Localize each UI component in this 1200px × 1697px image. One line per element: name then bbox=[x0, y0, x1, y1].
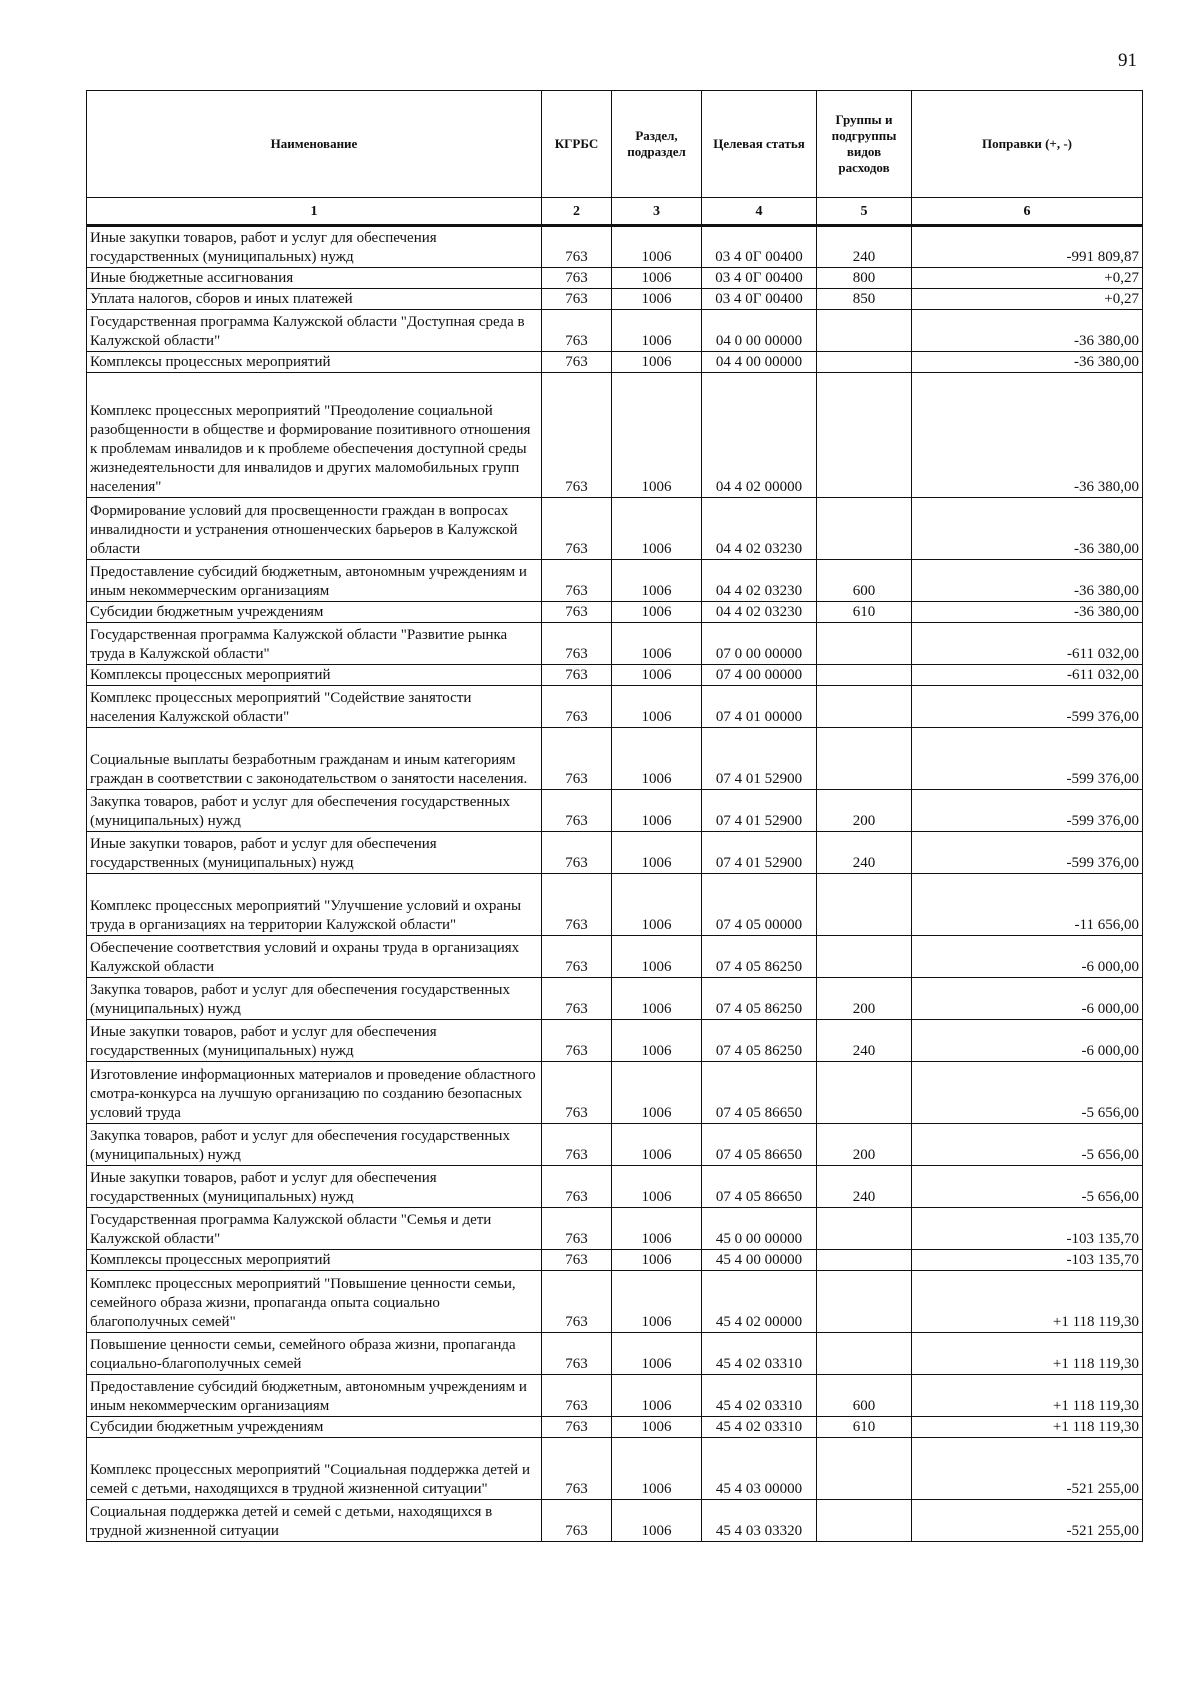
row-kgrbs: 763 bbox=[542, 1020, 612, 1062]
table-row bbox=[87, 978, 1143, 1020]
row-kgrbs: 763 bbox=[542, 623, 612, 665]
budget-amendments-table bbox=[86, 90, 1143, 1542]
table-row bbox=[87, 602, 1143, 623]
column-number: 5 bbox=[817, 198, 912, 226]
row-amount: +1 118 119,30 bbox=[912, 1417, 1143, 1438]
row-target-article: 03 4 0Г 00400 bbox=[702, 226, 817, 268]
row-razdel: 1006 bbox=[612, 310, 702, 352]
row-kgrbs: 763 bbox=[542, 560, 612, 602]
row-target-article: 07 4 01 52900 bbox=[702, 832, 817, 874]
row-expense-group bbox=[817, 1333, 912, 1375]
row-amount: -599 376,00 bbox=[912, 832, 1143, 874]
table-row bbox=[87, 1166, 1143, 1208]
table-header-row bbox=[87, 91, 1143, 198]
table-row bbox=[87, 310, 1143, 352]
row-name: Закупка товаров, работ и услуг для обеспечения государственных (муниципальных) нужд bbox=[87, 790, 542, 832]
column-number: 3 bbox=[612, 198, 702, 226]
table-row bbox=[87, 1020, 1143, 1062]
row-razdel: 1006 bbox=[612, 832, 702, 874]
row-target-article: 03 4 0Г 00400 bbox=[702, 289, 817, 310]
row-kgrbs: 763 bbox=[542, 1208, 612, 1250]
row-razdel: 1006 bbox=[612, 226, 702, 268]
row-name: Социальные выплаты безработным гражданам и иным категориям граждан в соответствии с законодательством о занятости населения. bbox=[87, 728, 542, 790]
row-expense-group: 200 bbox=[817, 1124, 912, 1166]
row-amount: -599 376,00 bbox=[912, 728, 1143, 790]
row-kgrbs: 763 bbox=[542, 686, 612, 728]
row-target-article: 04 4 02 00000 bbox=[702, 373, 817, 498]
row-kgrbs: 763 bbox=[542, 665, 612, 686]
row-expense-group: 240 bbox=[817, 226, 912, 268]
row-razdel: 1006 bbox=[612, 936, 702, 978]
row-amount: -521 255,00 bbox=[912, 1500, 1143, 1542]
row-target-article: 07 4 05 86650 bbox=[702, 1062, 817, 1124]
table-body bbox=[87, 226, 1143, 1542]
row-kgrbs: 763 bbox=[542, 1062, 612, 1124]
row-amount: +1 118 119,30 bbox=[912, 1375, 1143, 1417]
row-razdel: 1006 bbox=[612, 268, 702, 289]
row-amount: -36 380,00 bbox=[912, 352, 1143, 373]
row-kgrbs: 763 bbox=[542, 602, 612, 623]
row-razdel: 1006 bbox=[612, 1250, 702, 1271]
row-name: Иные закупки товаров, работ и услуг для обеспечения государственных (муниципальных) нужд bbox=[87, 1166, 542, 1208]
column-numbers-row bbox=[87, 198, 1143, 226]
row-razdel: 1006 bbox=[612, 1062, 702, 1124]
row-name: Обеспечение соответствия условий и охраны труда в организациях Калужской области bbox=[87, 936, 542, 978]
table-row bbox=[87, 1333, 1143, 1375]
table-row bbox=[87, 1062, 1143, 1124]
table-row bbox=[87, 728, 1143, 790]
row-name: Комплекс процессных мероприятий "Содействие занятости населения Калужской области" bbox=[87, 686, 542, 728]
row-expense-group: 610 bbox=[817, 602, 912, 623]
row-expense-group bbox=[817, 1500, 912, 1542]
row-expense-group bbox=[817, 623, 912, 665]
row-amount: -6 000,00 bbox=[912, 978, 1143, 1020]
table-row bbox=[87, 1208, 1143, 1250]
row-kgrbs: 763 bbox=[542, 268, 612, 289]
row-name: Социальная поддержка детей и семей с детьми, находящихся в трудной жизненной ситуации bbox=[87, 1500, 542, 1542]
row-target-article: 04 4 02 03230 bbox=[702, 602, 817, 623]
row-name: Комплекс процессных мероприятий "Повышение ценности семьи, семейного образа жизни, пропаганда опыта социально благополучных семей" bbox=[87, 1271, 542, 1333]
row-razdel: 1006 bbox=[612, 373, 702, 498]
row-amount: -521 255,00 bbox=[912, 1438, 1143, 1500]
table-row bbox=[87, 623, 1143, 665]
table-row bbox=[87, 352, 1143, 373]
row-amount: -36 380,00 bbox=[912, 310, 1143, 352]
row-expense-group: 800 bbox=[817, 268, 912, 289]
row-kgrbs: 763 bbox=[542, 1124, 612, 1166]
row-razdel: 1006 bbox=[612, 623, 702, 665]
row-expense-group bbox=[817, 665, 912, 686]
header-groups: Группы и подгруппы видов расходов bbox=[817, 91, 912, 198]
row-target-article: 07 4 05 00000 bbox=[702, 874, 817, 936]
row-target-article: 04 4 00 00000 bbox=[702, 352, 817, 373]
row-name: Закупка товаров, работ и услуг для обеспечения государственных (муниципальных) нужд bbox=[87, 1124, 542, 1166]
row-expense-group bbox=[817, 728, 912, 790]
row-razdel: 1006 bbox=[612, 1271, 702, 1333]
row-amount: -36 380,00 bbox=[912, 560, 1143, 602]
row-name: Иные бюджетные ассигнования bbox=[87, 268, 542, 289]
row-kgrbs: 763 bbox=[542, 1333, 612, 1375]
row-expense-group bbox=[817, 1438, 912, 1500]
row-razdel: 1006 bbox=[612, 1500, 702, 1542]
row-kgrbs: 763 bbox=[542, 289, 612, 310]
row-razdel: 1006 bbox=[612, 498, 702, 560]
row-amount: -11 656,00 bbox=[912, 874, 1143, 936]
row-name: Предоставление субсидий бюджетным, автономным учреждениям и иным некоммерческим организациям bbox=[87, 560, 542, 602]
row-razdel: 1006 bbox=[612, 790, 702, 832]
row-amount: -5 656,00 bbox=[912, 1166, 1143, 1208]
table-row bbox=[87, 874, 1143, 936]
row-name: Иные закупки товаров, работ и услуг для обеспечения государственных (муниципальных) нужд bbox=[87, 226, 542, 268]
row-target-article: 07 4 01 52900 bbox=[702, 728, 817, 790]
row-razdel: 1006 bbox=[612, 1417, 702, 1438]
row-amount: -599 376,00 bbox=[912, 790, 1143, 832]
row-target-article: 04 0 00 00000 bbox=[702, 310, 817, 352]
row-razdel: 1006 bbox=[612, 1020, 702, 1062]
row-amount: -36 380,00 bbox=[912, 602, 1143, 623]
row-expense-group bbox=[817, 1062, 912, 1124]
row-name: Комплексы процессных мероприятий bbox=[87, 1250, 542, 1271]
row-expense-group bbox=[817, 352, 912, 373]
row-razdel: 1006 bbox=[612, 874, 702, 936]
row-kgrbs: 763 bbox=[542, 1166, 612, 1208]
row-kgrbs: 763 bbox=[542, 1417, 612, 1438]
header-name: Наименование bbox=[87, 91, 542, 198]
row-razdel: 1006 bbox=[612, 665, 702, 686]
row-name: Иные закупки товаров, работ и услуг для обеспечения государственных (муниципальных) нужд bbox=[87, 832, 542, 874]
row-amount: -36 380,00 bbox=[912, 373, 1143, 498]
table-row bbox=[87, 1250, 1143, 1271]
row-name: Иные закупки товаров, работ и услуг для обеспечения государственных (муниципальных) нужд bbox=[87, 1020, 542, 1062]
row-expense-group bbox=[817, 498, 912, 560]
row-amount: +1 118 119,30 bbox=[912, 1271, 1143, 1333]
row-kgrbs: 763 bbox=[542, 1438, 612, 1500]
table-row bbox=[87, 1500, 1143, 1542]
row-target-article: 45 4 02 03310 bbox=[702, 1375, 817, 1417]
row-target-article: 07 0 00 00000 bbox=[702, 623, 817, 665]
row-target-article: 07 4 05 86250 bbox=[702, 1020, 817, 1062]
row-name: Закупка товаров, работ и услуг для обеспечения государственных (муниципальных) нужд bbox=[87, 978, 542, 1020]
header-razdel: Раздел, подраздел bbox=[612, 91, 702, 198]
row-amount: -6 000,00 bbox=[912, 936, 1143, 978]
row-kgrbs: 763 bbox=[542, 978, 612, 1020]
row-expense-group bbox=[817, 1250, 912, 1271]
table-row bbox=[87, 1271, 1143, 1333]
row-target-article: 07 4 05 86250 bbox=[702, 978, 817, 1020]
row-razdel: 1006 bbox=[612, 1208, 702, 1250]
row-target-article: 07 4 00 00000 bbox=[702, 665, 817, 686]
table-row bbox=[87, 686, 1143, 728]
table-row bbox=[87, 1417, 1143, 1438]
row-name: Предоставление субсидий бюджетным, автономным учреждениям и иным некоммерческим организациям bbox=[87, 1375, 542, 1417]
row-expense-group bbox=[817, 373, 912, 498]
row-expense-group bbox=[817, 686, 912, 728]
row-name: Государственная программа Калужской области "Развитие рынка труда в Калужской области" bbox=[87, 623, 542, 665]
table-row bbox=[87, 936, 1143, 978]
row-razdel: 1006 bbox=[612, 1333, 702, 1375]
row-expense-group bbox=[817, 936, 912, 978]
row-kgrbs: 763 bbox=[542, 226, 612, 268]
row-name: Формирование условий для просвещенности граждан в вопросах инвалидности и устранения отношенческих барьеров в Калужской области bbox=[87, 498, 542, 560]
row-name: Комплекс процессных мероприятий "Социальная поддержка детей и семей с детьми, находящихся в трудной жизненной ситуации" bbox=[87, 1438, 542, 1500]
table-row bbox=[87, 1375, 1143, 1417]
row-kgrbs: 763 bbox=[542, 1250, 612, 1271]
row-target-article: 45 4 02 00000 bbox=[702, 1271, 817, 1333]
column-number: 2 bbox=[542, 198, 612, 226]
row-razdel: 1006 bbox=[612, 289, 702, 310]
row-kgrbs: 763 bbox=[542, 874, 612, 936]
row-amount: +0,27 bbox=[912, 289, 1143, 310]
row-expense-group: 600 bbox=[817, 560, 912, 602]
row-expense-group: 240 bbox=[817, 1020, 912, 1062]
row-amount: -6 000,00 bbox=[912, 1020, 1143, 1062]
row-target-article: 45 4 00 00000 bbox=[702, 1250, 817, 1271]
row-target-article: 07 4 05 86250 bbox=[702, 936, 817, 978]
row-target-article: 07 4 05 86650 bbox=[702, 1166, 817, 1208]
row-expense-group: 610 bbox=[817, 1417, 912, 1438]
row-name: Субсидии бюджетным учреждениям bbox=[87, 602, 542, 623]
row-razdel: 1006 bbox=[612, 1375, 702, 1417]
row-name: Субсидии бюджетным учреждениям bbox=[87, 1417, 542, 1438]
row-amount: -5 656,00 bbox=[912, 1124, 1143, 1166]
row-kgrbs: 763 bbox=[542, 1271, 612, 1333]
row-kgrbs: 763 bbox=[542, 790, 612, 832]
row-expense-group: 600 bbox=[817, 1375, 912, 1417]
row-kgrbs: 763 bbox=[542, 310, 612, 352]
row-razdel: 1006 bbox=[612, 560, 702, 602]
column-number: 4 bbox=[702, 198, 817, 226]
row-kgrbs: 763 bbox=[542, 498, 612, 560]
row-target-article: 45 4 02 03310 bbox=[702, 1417, 817, 1438]
header-amount: Поправки (+, -) bbox=[912, 91, 1143, 198]
row-expense-group: 850 bbox=[817, 289, 912, 310]
row-kgrbs: 763 bbox=[542, 728, 612, 790]
row-razdel: 1006 bbox=[612, 1124, 702, 1166]
row-target-article: 07 4 05 86650 bbox=[702, 1124, 817, 1166]
row-amount: -991 809,87 bbox=[912, 226, 1143, 268]
row-target-article: 03 4 0Г 00400 bbox=[702, 268, 817, 289]
table-row bbox=[87, 226, 1143, 268]
table-row bbox=[87, 832, 1143, 874]
row-razdel: 1006 bbox=[612, 728, 702, 790]
row-target-article: 45 4 02 03310 bbox=[702, 1333, 817, 1375]
row-target-article: 07 4 01 00000 bbox=[702, 686, 817, 728]
row-target-article: 45 0 00 00000 bbox=[702, 1208, 817, 1250]
row-name: Комплексы процессных мероприятий bbox=[87, 352, 542, 373]
row-name: Государственная программа Калужской области "Доступная среда в Калужской области" bbox=[87, 310, 542, 352]
row-expense-group: 240 bbox=[817, 1166, 912, 1208]
row-amount: +1 118 119,30 bbox=[912, 1333, 1143, 1375]
row-amount: -103 135,70 bbox=[912, 1250, 1143, 1271]
row-name: Повышение ценности семьи, семейного образа жизни, пропаганда социально-благополучных семей bbox=[87, 1333, 542, 1375]
row-kgrbs: 763 bbox=[542, 373, 612, 498]
row-kgrbs: 763 bbox=[542, 1500, 612, 1542]
header-kgrbs: КГРБС bbox=[542, 91, 612, 198]
row-amount: -5 656,00 bbox=[912, 1062, 1143, 1124]
row-name: Уплата налогов, сборов и иных платежей bbox=[87, 289, 542, 310]
table-row bbox=[87, 790, 1143, 832]
row-kgrbs: 763 bbox=[542, 1375, 612, 1417]
row-name: Комплекс процессных мероприятий "Преодоление социальной разобщенности в обществе и формирование позитивного отношения к проблемам инвалидов и к проблеме обеспечения доступной среды жизнедеятельности для инвалидов и других маломобильных групп населения" bbox=[87, 373, 542, 498]
row-kgrbs: 763 bbox=[542, 352, 612, 373]
row-razdel: 1006 bbox=[612, 978, 702, 1020]
row-razdel: 1006 bbox=[612, 1166, 702, 1208]
row-target-article: 04 4 02 03230 bbox=[702, 560, 817, 602]
row-amount: -36 380,00 bbox=[912, 498, 1143, 560]
page-number: 91 bbox=[1118, 50, 1137, 71]
row-amount: -599 376,00 bbox=[912, 686, 1143, 728]
row-target-article: 45 4 03 03320 bbox=[702, 1500, 817, 1542]
table-row bbox=[87, 1438, 1143, 1500]
row-razdel: 1006 bbox=[612, 1438, 702, 1500]
table-row bbox=[87, 289, 1143, 310]
row-expense-group bbox=[817, 1208, 912, 1250]
table-row bbox=[87, 560, 1143, 602]
table-row bbox=[87, 373, 1143, 498]
row-name: Изготовление информационных материалов и проведение областного смотра-конкурса на лучшую организацию по созданию безопасных условий труда bbox=[87, 1062, 542, 1124]
table-row bbox=[87, 1124, 1143, 1166]
row-expense-group bbox=[817, 874, 912, 936]
row-expense-group: 240 bbox=[817, 832, 912, 874]
row-amount: +0,27 bbox=[912, 268, 1143, 289]
row-name: Комплекс процессных мероприятий "Улучшение условий и охраны труда в организациях на территории Калужской области" bbox=[87, 874, 542, 936]
row-kgrbs: 763 bbox=[542, 936, 612, 978]
column-number: 6 bbox=[912, 198, 1143, 226]
row-name: Комплексы процессных мероприятий bbox=[87, 665, 542, 686]
column-number: 1 bbox=[87, 198, 542, 226]
row-kgrbs: 763 bbox=[542, 832, 612, 874]
table-row bbox=[87, 268, 1143, 289]
row-amount: -611 032,00 bbox=[912, 623, 1143, 665]
row-expense-group bbox=[817, 1271, 912, 1333]
row-target-article: 04 4 02 03230 bbox=[702, 498, 817, 560]
row-target-article: 45 4 03 00000 bbox=[702, 1438, 817, 1500]
row-amount: -103 135,70 bbox=[912, 1208, 1143, 1250]
row-razdel: 1006 bbox=[612, 352, 702, 373]
row-razdel: 1006 bbox=[612, 602, 702, 623]
table-row bbox=[87, 665, 1143, 686]
row-expense-group bbox=[817, 310, 912, 352]
row-target-article: 07 4 01 52900 bbox=[702, 790, 817, 832]
row-expense-group: 200 bbox=[817, 790, 912, 832]
row-razdel: 1006 bbox=[612, 686, 702, 728]
row-name: Государственная программа Калужской области "Семья и дети Калужской области" bbox=[87, 1208, 542, 1250]
table-row bbox=[87, 498, 1143, 560]
row-amount: -611 032,00 bbox=[912, 665, 1143, 686]
header-statya: Целевая статья bbox=[702, 91, 817, 198]
row-expense-group: 200 bbox=[817, 978, 912, 1020]
